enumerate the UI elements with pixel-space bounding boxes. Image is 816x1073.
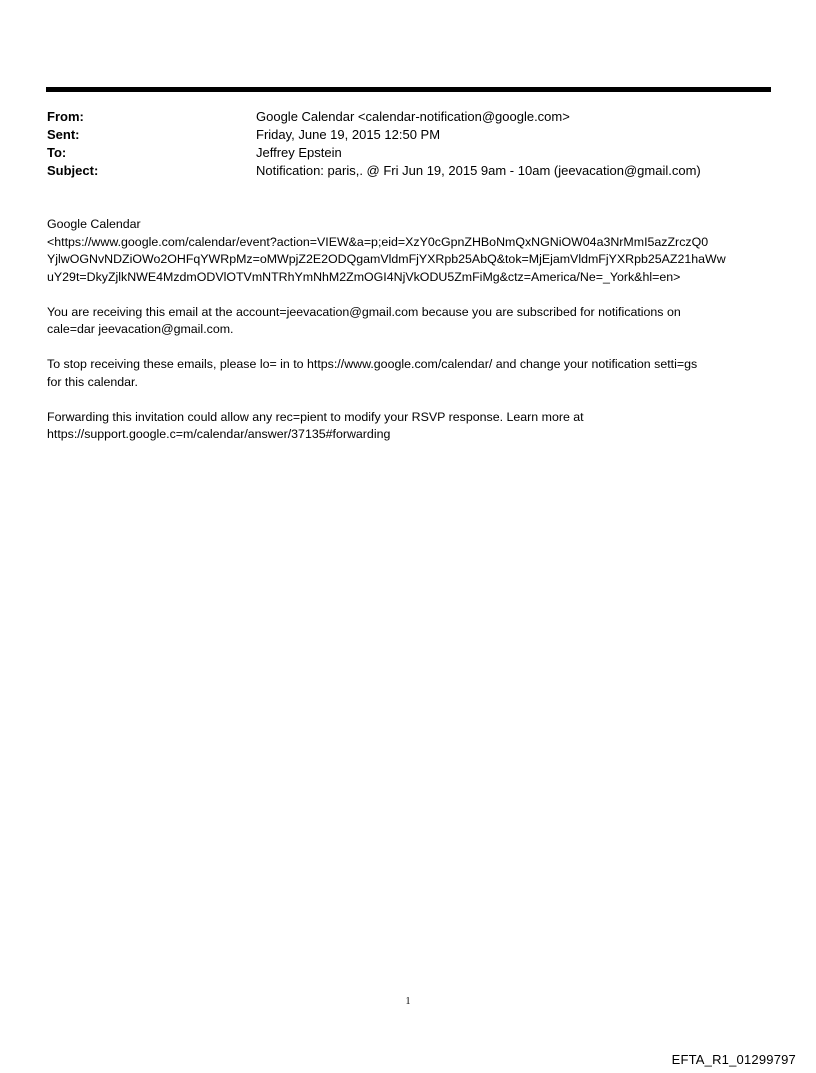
forwarding-paragraph bbox=[47, 409, 777, 444]
sent-label: Sent: bbox=[47, 127, 80, 142]
sent-row bbox=[47, 126, 771, 144]
body-line: for this calendar. bbox=[47, 374, 138, 389]
subject-label: Subject: bbox=[47, 163, 99, 178]
to-value: Jeffrey Epstein bbox=[256, 145, 342, 160]
calendar-link-paragraph bbox=[47, 216, 777, 286]
subject-row bbox=[47, 162, 771, 180]
subscription-paragraph bbox=[47, 304, 777, 339]
to-row bbox=[47, 144, 771, 162]
sent-value: Friday, June 19, 2015 12:50 PM bbox=[256, 127, 441, 142]
page-number: 1 bbox=[405, 996, 411, 1007]
event-link-line: <https://www.google.com/calendar/event?action=VIEW&a=p;eid=XzY0cGpnZHBoNmQxNGNiOW04a3NrMmI5azZrczQ0 bbox=[47, 234, 709, 249]
body-line: Forwarding this invitation could allow any rec=pient to modify your RSVP response. Learn more at bbox=[47, 409, 584, 424]
document-id: EFTA_R1_01299797 bbox=[671, 1052, 796, 1067]
email-body bbox=[47, 216, 777, 461]
from-label: From: bbox=[47, 109, 84, 124]
from-value: Google Calendar <calendar-notification@google.com> bbox=[256, 109, 570, 124]
unsubscribe-paragraph bbox=[47, 356, 777, 391]
subject-value: Notification: paris,. @ Fri Jun 19, 2015 9am - 10am (jeevacation@gmail.com) bbox=[256, 163, 701, 178]
body-line: cale=dar jeevacation@gmail.com. bbox=[47, 322, 234, 336]
to-label: To: bbox=[47, 145, 67, 160]
email-header bbox=[47, 108, 771, 180]
body-line: https://support.google.c=m/calendar/answer/37135#forwarding bbox=[47, 427, 391, 441]
body-line: You are receiving this email at the account=jeevacation@gmail.com because you are subscribed for notifications on bbox=[47, 304, 681, 319]
body-line: Google Calendar bbox=[47, 217, 141, 231]
event-link-line: uY29t=DkyZjlkNWE4MzdmODVlOTVmNTRhYmNhM2ZmOGI4NjVkODU5ZmFiMg&ctz=America/Ne=_York&hl=en> bbox=[47, 269, 681, 284]
event-link-line: YjlwOGNvNDZiOWo2OHFqYWRpMz=oMWpjZ2E2ODQgamVldmFjYXRpb25AbQ&tok=MjEjamVldmFjYXRpb25AZ21haWw bbox=[47, 252, 726, 266]
header-divider bbox=[46, 87, 771, 92]
from-row bbox=[47, 108, 771, 126]
body-line: To stop receiving these emails, please lo= in to https://www.google.com/calendar/ and change your notification setti=gs bbox=[47, 357, 698, 371]
